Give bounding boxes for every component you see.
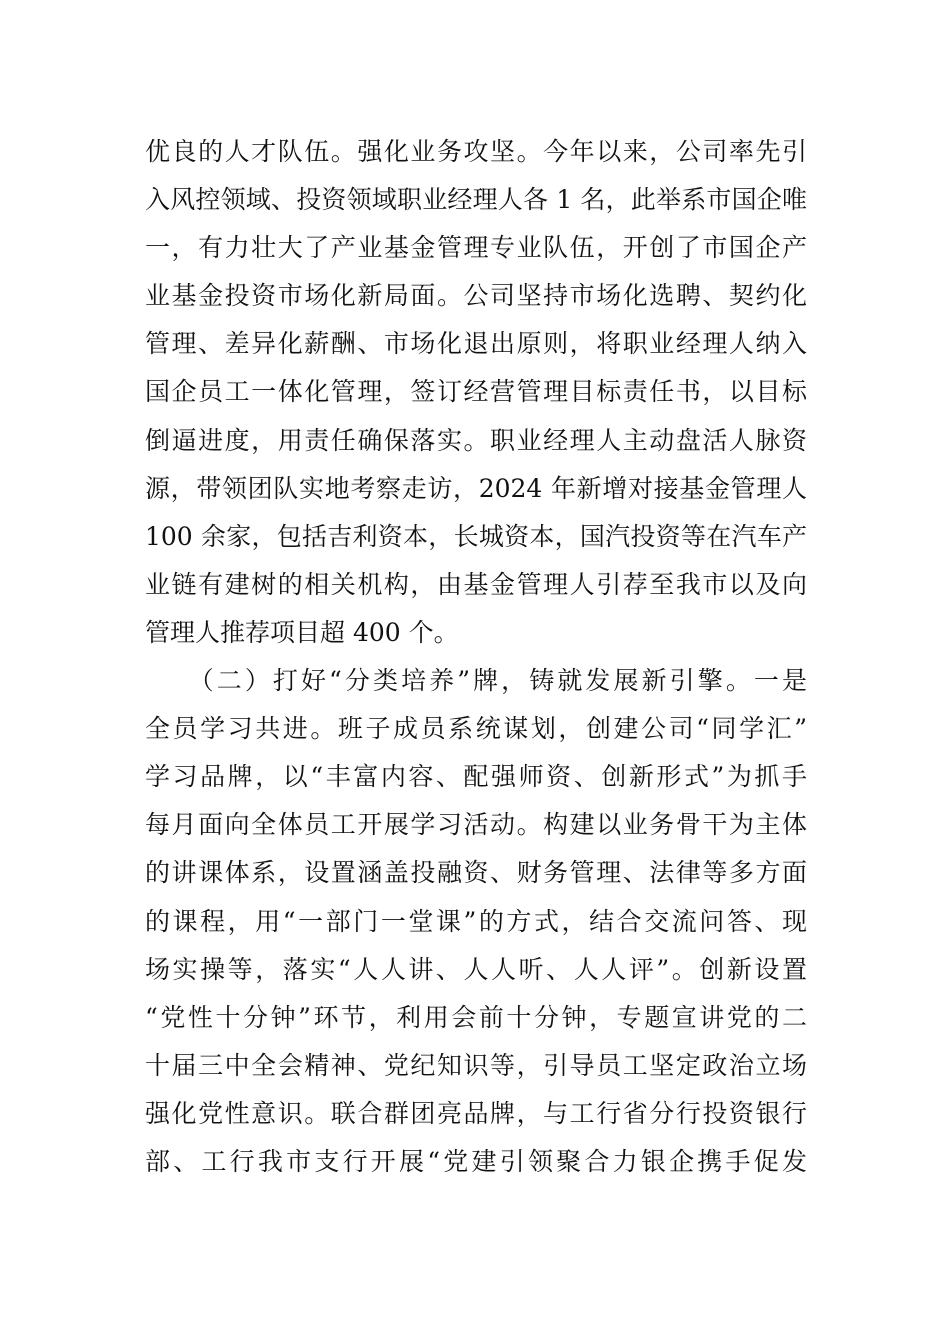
text-line: 强化党性意识。联合群团亮品牌，与工行省分行投资银行 (145, 1098, 807, 1128)
text-line: 国企员工一体化管理，签订经营管理目标责任书，以目标 (145, 377, 807, 407)
text-line: 全员学习共进。班子成员系统谋划，创建公司“同学汇” (145, 714, 807, 744)
text-line: 的讲课体系，设置涵盖投融资、财务管理、法律等多方面 (145, 858, 807, 888)
text-line: 十届三中全会精神、党纪知识等，引导员工坚定政治立场 (145, 1050, 807, 1080)
text-line: 倒逼进度，用责任确保落实。职业经理人主动盘活人脉资 (145, 425, 807, 455)
text-line: 入风控领域、投资领域职业经理人各 1 名，此举系市国企唯 (145, 185, 807, 215)
text-line: 学习品牌，以“丰富内容、配强师资、创新形式”为抓手 (145, 762, 807, 792)
text-line: 管理、差异化薪酬、市场化退出原则，将职业经理人纳入 (145, 329, 807, 359)
text-line: 100 余家，包括吉利资本，长城资本，国汽投资等在汽车产 (145, 521, 807, 551)
text-line: 业基金投资市场化新局面。公司坚持市场化选聘、契约化 (145, 281, 807, 311)
text-line: 的课程，用“一部门一堂课”的方式，结合交流问答、现 (145, 906, 807, 936)
text-line: 每月面向全体员工开展学习活动。构建以业务骨干为主体 (145, 810, 807, 840)
text-line: 一，有力壮大了产业基金管理专业队伍，开创了市国企产 (145, 233, 807, 263)
text-line: 部、工行我市支行开展“党建引领聚合力银企携手促发 (145, 1146, 807, 1176)
text-line: 业链有建树的相关机构，由基金管理人引荐至我市以及向 (145, 569, 807, 599)
text-line: “党性十分钟”环节，利用会前十分钟，专题宣讲党的二 (145, 1002, 807, 1032)
text-line: 场实操等，落实“人人讲、人人听、人人评”。创新设置 (145, 954, 807, 984)
document-body (145, 128, 807, 1186)
text-line: 优良的人才队伍。强化业务攻坚。今年以来，公司率先引 (145, 137, 807, 166)
section-heading-line: （二）打好“分类培养”牌，铸就发展新引擎。一是 (145, 666, 807, 696)
paragraph-end-line: 管理人推荐项目超 400 个。 (145, 617, 459, 647)
text-line: 源，带领团队实地考察走访，2024 年新增对接基金管理人 (145, 473, 807, 503)
